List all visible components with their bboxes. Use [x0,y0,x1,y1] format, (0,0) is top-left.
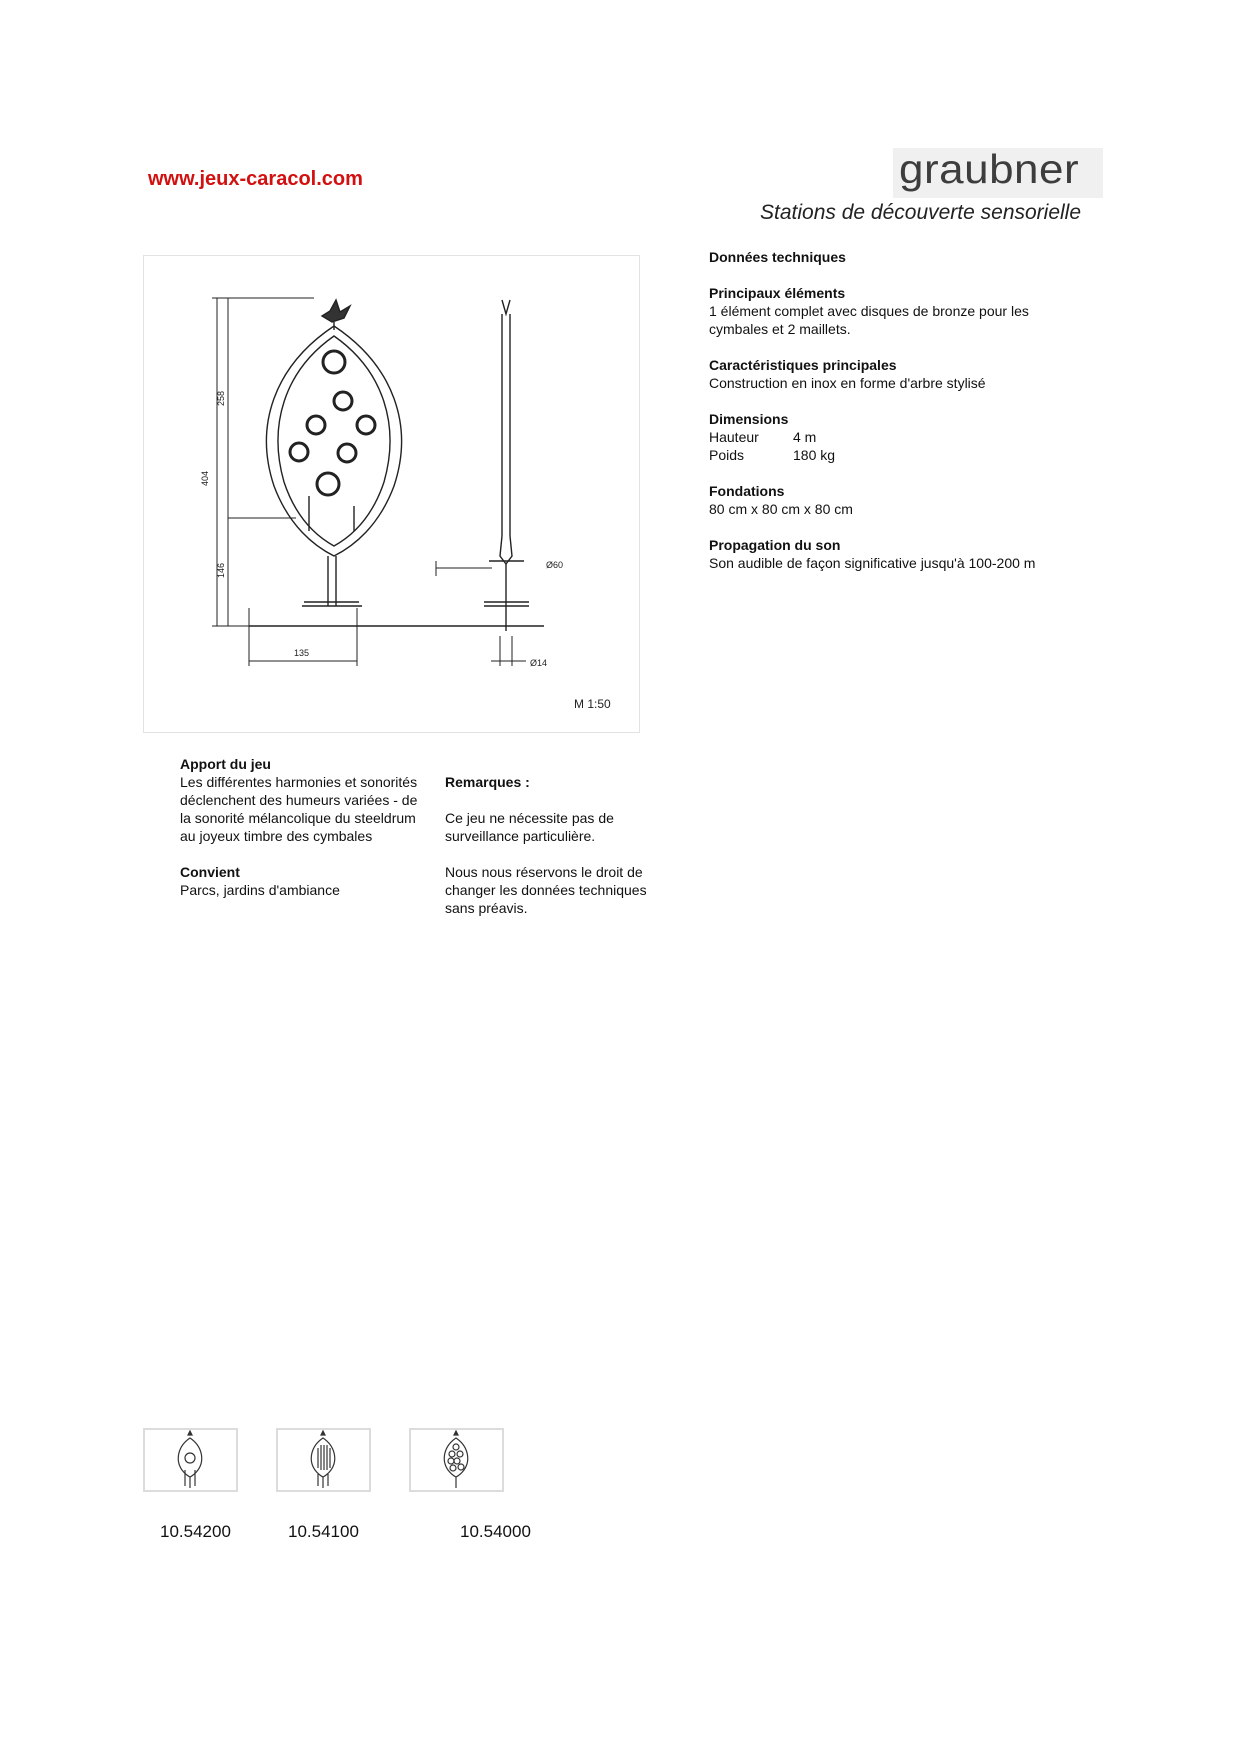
remarks-section [445,773,675,917]
dim-width-label: 135 [294,648,310,658]
scale-label: M 1:50 [574,697,611,711]
dim-total-label: 404 [200,470,210,486]
remarks-heading: Remarques : [445,774,530,790]
pipes-tree-icon [278,1430,369,1490]
foundations-text: 80 cm x 80 cm x 80 cm [709,501,853,517]
disc-5 [290,443,308,461]
height-label: Hauteur [709,429,759,445]
dimensions-heading: Dimensions [709,411,789,427]
disc-7 [317,473,339,495]
benefit-heading: Apport du jeu [180,756,271,772]
technical-drawing [143,255,640,733]
variant-thumbnail-1[interactable] [143,1428,238,1492]
height-value: 4 m [793,429,817,445]
remarks-text-2: Nous nous réservons le droit de changer les données techniques sans préavis. [445,864,647,916]
benefit-section [180,755,420,899]
specs-title-block [709,248,1089,266]
variant-code-1: 10.54200 [160,1522,231,1541]
dim-upper-label: 258 [216,390,226,406]
dim-diameter-bottom-label: Ø14 [530,658,548,668]
single-disc-tree-icon [145,1430,236,1490]
remarks-text-1: Ce jeu ne nécessite pas de surveillance particulière. [445,810,614,844]
disc-4 [357,416,375,434]
benefit-text: Les différentes harmonies et sonorités déclenchent des humeurs variées - de la sonorité mélancolique du steeldrum au joyeux timbre des cymbales [180,774,418,844]
main-features-heading: Caractéristiques principales [709,357,897,373]
weight-row [709,446,1089,464]
website-link[interactable]: www.jeux-caracol.com [148,168,363,190]
dim-diameter-top-label: Ø60 [546,560,564,570]
suitable-text: Parcs, jardins d'ambiance [180,882,340,898]
logo-text: graubner [899,147,1080,193]
foundations-block [709,482,1089,518]
bird-icon [322,300,350,322]
sound-text: Son audible de façon significative jusqu'à 100-200 m [709,555,1036,571]
variant-thumbnail-2[interactable] [276,1428,371,1492]
disc-6 [338,444,356,462]
leaf-inner-frame [278,336,390,546]
main-elements-heading: Principaux éléments [709,285,846,301]
main-elements-block [709,284,1089,338]
main-features-block [709,356,1089,392]
suitable-heading: Convient [180,864,240,880]
technical-drawing-svg [144,256,639,732]
main-elements-text: 1 élément complet avec disques de bronze pour les cymbales et 2 maillets. [709,303,1029,337]
sound-heading: Propagation du son [709,537,841,553]
sound-block [709,536,1089,572]
disc-3 [307,416,325,434]
main-features-text: Construction en inox en forme d'arbre stylisé [709,375,986,391]
technical-specs [709,248,1089,590]
side-top-fork [502,300,510,314]
specs-title: Données techniques [709,249,846,265]
weight-value: 180 kg [793,447,836,463]
height-row [709,428,1089,446]
variant-thumbnail-3[interactable] [409,1428,504,1492]
page-subtitle: Stations de découverte sensorielle [760,201,1082,224]
disc-1 [323,351,345,373]
dimensions-block [709,410,1089,464]
multi-disc-tree-icon [411,1430,502,1490]
variant-code-3: 10.54000 [460,1522,531,1541]
variant-code-2: 10.54100 [288,1522,359,1541]
foundations-heading: Fondations [709,483,785,499]
dim-lower-label: 146 [216,562,226,578]
weight-label: Poids [709,447,745,463]
disc-2 [334,392,352,410]
leaf-outer-frame [267,326,402,556]
graubner-logo [893,148,1103,198]
